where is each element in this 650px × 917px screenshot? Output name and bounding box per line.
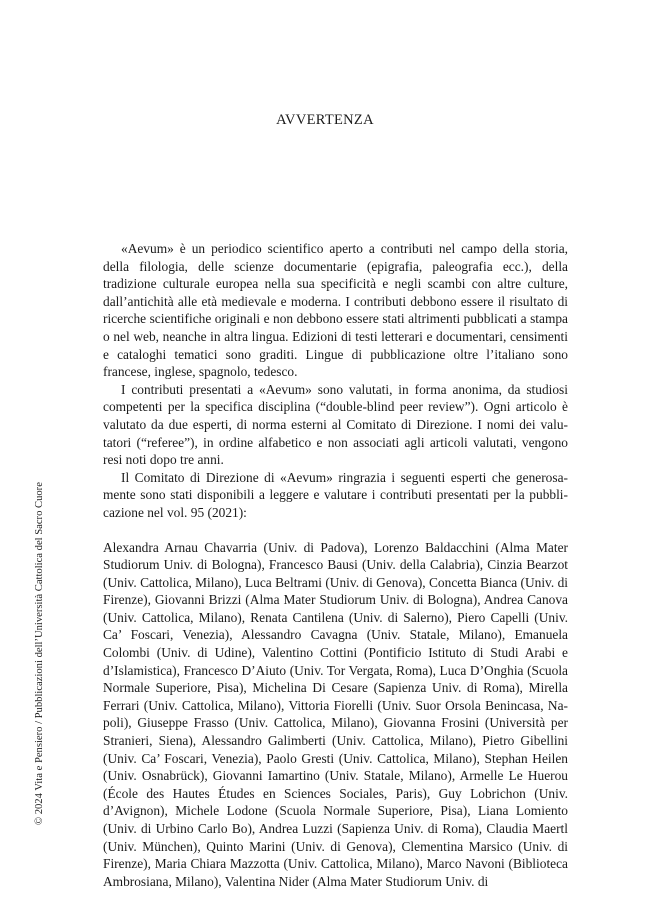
paragraph-acknowledgement: Il Comitato di Direzione di «Aevum» ringrazia i seguenti esperti che generosamente sono stati disponibili a leggere e valutare i contributi presentati per la pubblicazione nel vol. 95 (2021):: [103, 469, 568, 520]
copyright-notice: © 2024 Vita e Pensiero / Pubblicazioni dell’Università Cattolica del Sacro Cuore: [34, 482, 45, 825]
body-text: [103, 240, 568, 890]
reviewers-list: Alexandra Arnau Chavarria (Univ. di Padova), Lorenzo Baldacchini (Alma Mater Studiorum Univ. di Bologna), Francesco Bausi (Univ. della Calabria), Cinzia Bearzot (Univ. Cattolica, Milano), Luca Beltrami (Univ. di Genova), Concetta Bianca (Univ. di Firenze), Giovanni Brizzi (Alma Mater Studiorum Univ. di Bologna), Andrea Canova (Univ. Cattolica, Milano), Renata Cantilena (Univ. di Salerno), Piero Capelli (Univ. Ca’ Foscari, Venezia), Alessandro Cavagna (Univ. Statale, Milano), Emanuela Colombi (Univ. di Udine), Valentino Cottini (Pontificio Istituto di Studi Arabi e d’Islamistica), Francesco D’Aiuto (Univ. Tor Vergata, Roma), Luca D’Onghia (Scuola Normale Superiore, Pisa), Michelina Di Cesare (Sapienza Univ. di Roma), Mirella Ferrari (Univ. Cattolica, Milano), Vittoria Fiorelli (Univ. Suor Orsola Benincasa, Napoli), Giuseppe Frasso (Univ. Cattolica, Milano), Giovanna Frosini (Università per Stranieri, Siena), Alessandro Galimberti (Univ. Cattolica, Milano), Pietro Gibellini (Univ. Ca’ Foscari, Venezia), Paolo Gresti (Univ. Cattolica, Milano), Stephan Heilen (Univ. Osnabrück), Giovanni Iamartino (Univ. Statale, Milano), Armelle Le Huerou (École des Hautes Études en Sciences Sociales, Paris), Guy Lobrichon (Univ. d’Avignon), Michele Lodone (Scuola Normale Superiore, Pisa), Liana Lomiento (Univ. di Urbino Carlo Bo), Andrea Luzzi (Sapienza Univ. di Roma), Claudia Maertl (Univ. München), Quinto Marini (Univ. di Genova), Clementina Marsico (Univ. di Firenze), Maria Chiara Mazzotta (Univ. Cattolica, Milano), Marco Navoni (Biblioteca Ambrosiana, Milano), Valentina Nider (Alma Mater Studiorum Univ. di: [103, 539, 568, 889]
paragraph-intro: «Aevum» è un periodico scientifico aperto a contributi nel campo della storia, della filologia, delle scienze documentarie (epigrafia, paleografia ecc.), della tradizione culturale europea nella sua specificità e negli scambi con altre culture, dall’antichità alle età medievale e moderna. I contributi debbono essere il risultato di ricerche scientifiche originali e non debbono essere stati altrimenti pubblicati a stampa o nel web, neanche in altra lingua. Edizioni di testi letterari e documentari, censimenti e cataloghi tematici sono graditi. Lingue di pubblicazione oltre l’italiano sono francese, inglese, spagnolo, tedesco.: [103, 241, 568, 380]
page-title: AVVERTENZA: [276, 112, 374, 128]
paragraph-review-process: I contributi presentati a «Aevum» sono valutati, in forma anonima, da studiosi competenti per la specifica disciplina (“double-blind peer review”). Ogni articolo è valutato da due esperti, di norma esterni al Comitato di Direzione. I nomi dei valutatori (“referee”), in ordine alfabetico e non associati agli articoli valutati, vengono resi noti dopo tre anni.: [103, 381, 568, 468]
